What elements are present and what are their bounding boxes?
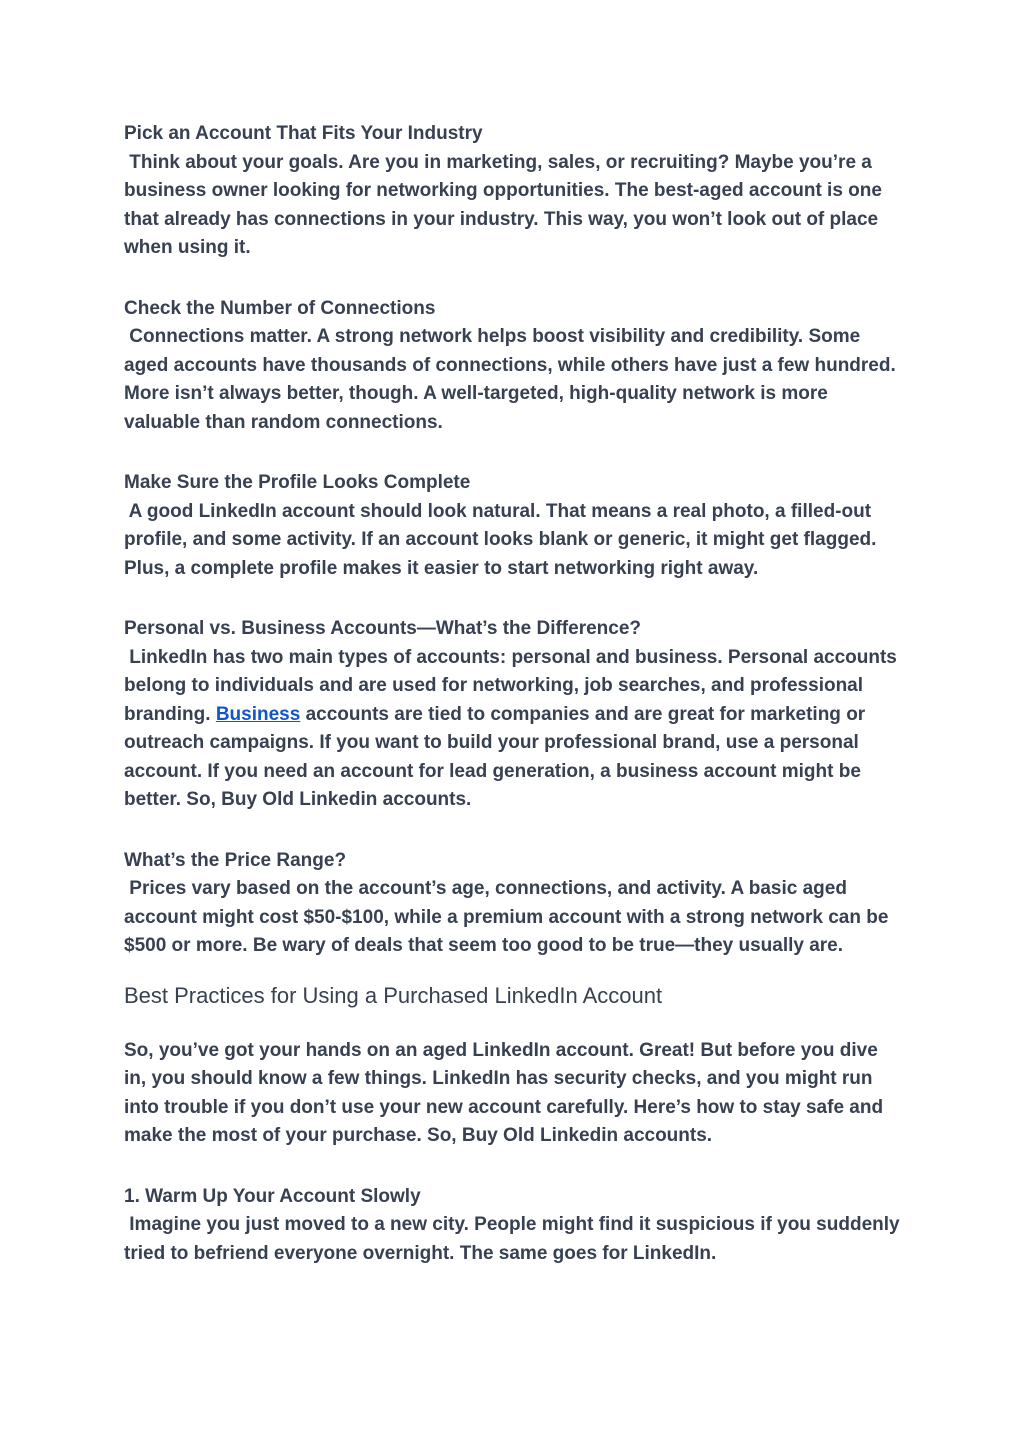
document-page: [124, 120, 904, 1300]
section-title: Personal vs. Business Accounts—What’s the Difference?: [124, 618, 642, 639]
section-body-text: LinkedIn has two main types of accounts: personal and business. Personal accounts belong to individuals and are used for networking, job searches, and professional branding.: [124, 646, 897, 725]
section-industry: [124, 120, 904, 263]
intro-paragraph: So, you’ve got your hands on an aged LinkedIn account. Great! But before you dive in, you should know a few things. LinkedIn has security checks, and you might run into trouble if you don’t use your new account carefully. Here’s how to stay safe and make the most of your purchase. So, Buy Old Linkedin accounts.: [124, 1039, 884, 1146]
section-body: [124, 498, 904, 584]
best-practices-heading: Best Practices for Using a Purchased LinkedIn Account: [124, 982, 663, 1008]
section-personal-vs-business: [124, 615, 904, 815]
section-connections: [124, 295, 904, 438]
section-body-text: Prices vary based on the account’s age, connections, and activity. A basic aged account might cost $50-$100, while a premium account with a strong network can be $500 or more. Be wary of deals that seem too good to be true—they usually are.: [124, 878, 889, 956]
section-title: Check the Number of Connections: [124, 297, 436, 319]
section-body: [124, 323, 904, 437]
section-body-text: Imagine you just moved to a new city. People might find it suspicious if you suddenly tried to befriend everyone overnight. The same goes for LinkedIn.: [124, 1214, 900, 1264]
section-body: [124, 1211, 904, 1268]
section-warm-up: [124, 1183, 904, 1269]
section-profile: [124, 469, 904, 583]
business-link[interactable]: Business: [215, 703, 301, 725]
section-body-text: Think about your goals. Are you in marketing, sales, or recruiting? Maybe you’re a business owner looking for networking opportunities. The best-aged account is one that already has connections in your industry. This way, you won’t look out of place when using it.: [124, 151, 882, 258]
section-body: [124, 644, 904, 815]
section-body: [124, 875, 904, 961]
section-title: What’s the Price Range?: [124, 849, 347, 871]
section-body: [124, 149, 904, 263]
section-body-text: accounts are tied to companies and are great for marketing or outreach campaigns. If you want to build your professional brand, use a personal account. If you need an account for lead generation, a business account might be better. So, Buy Old Linkedin accounts.: [124, 703, 866, 810]
section-title: Pick an Account That Fits Your Industry: [124, 123, 483, 144]
section-body-text: Connections matter. A strong network helps boost visibility and credibility. Some aged accounts have thousands of connections, while others have just a few hundred. More isn’t always better, though. A well-targeted, high-quality network is more valuable than random connections.: [124, 326, 896, 433]
section-body-text: A good LinkedIn account should look natural. That means a real photo, a filled-out profile, and some activity. If an account looks blank or generic, it might get flagged. Plus, a complete profile makes it easier to start networking right away.: [124, 500, 877, 579]
section-title: 1. Warm Up Your Account Slowly: [124, 1185, 421, 1207]
section-price-range: [124, 847, 904, 961]
section-title: Make Sure the Profile Looks Complete: [124, 472, 471, 493]
